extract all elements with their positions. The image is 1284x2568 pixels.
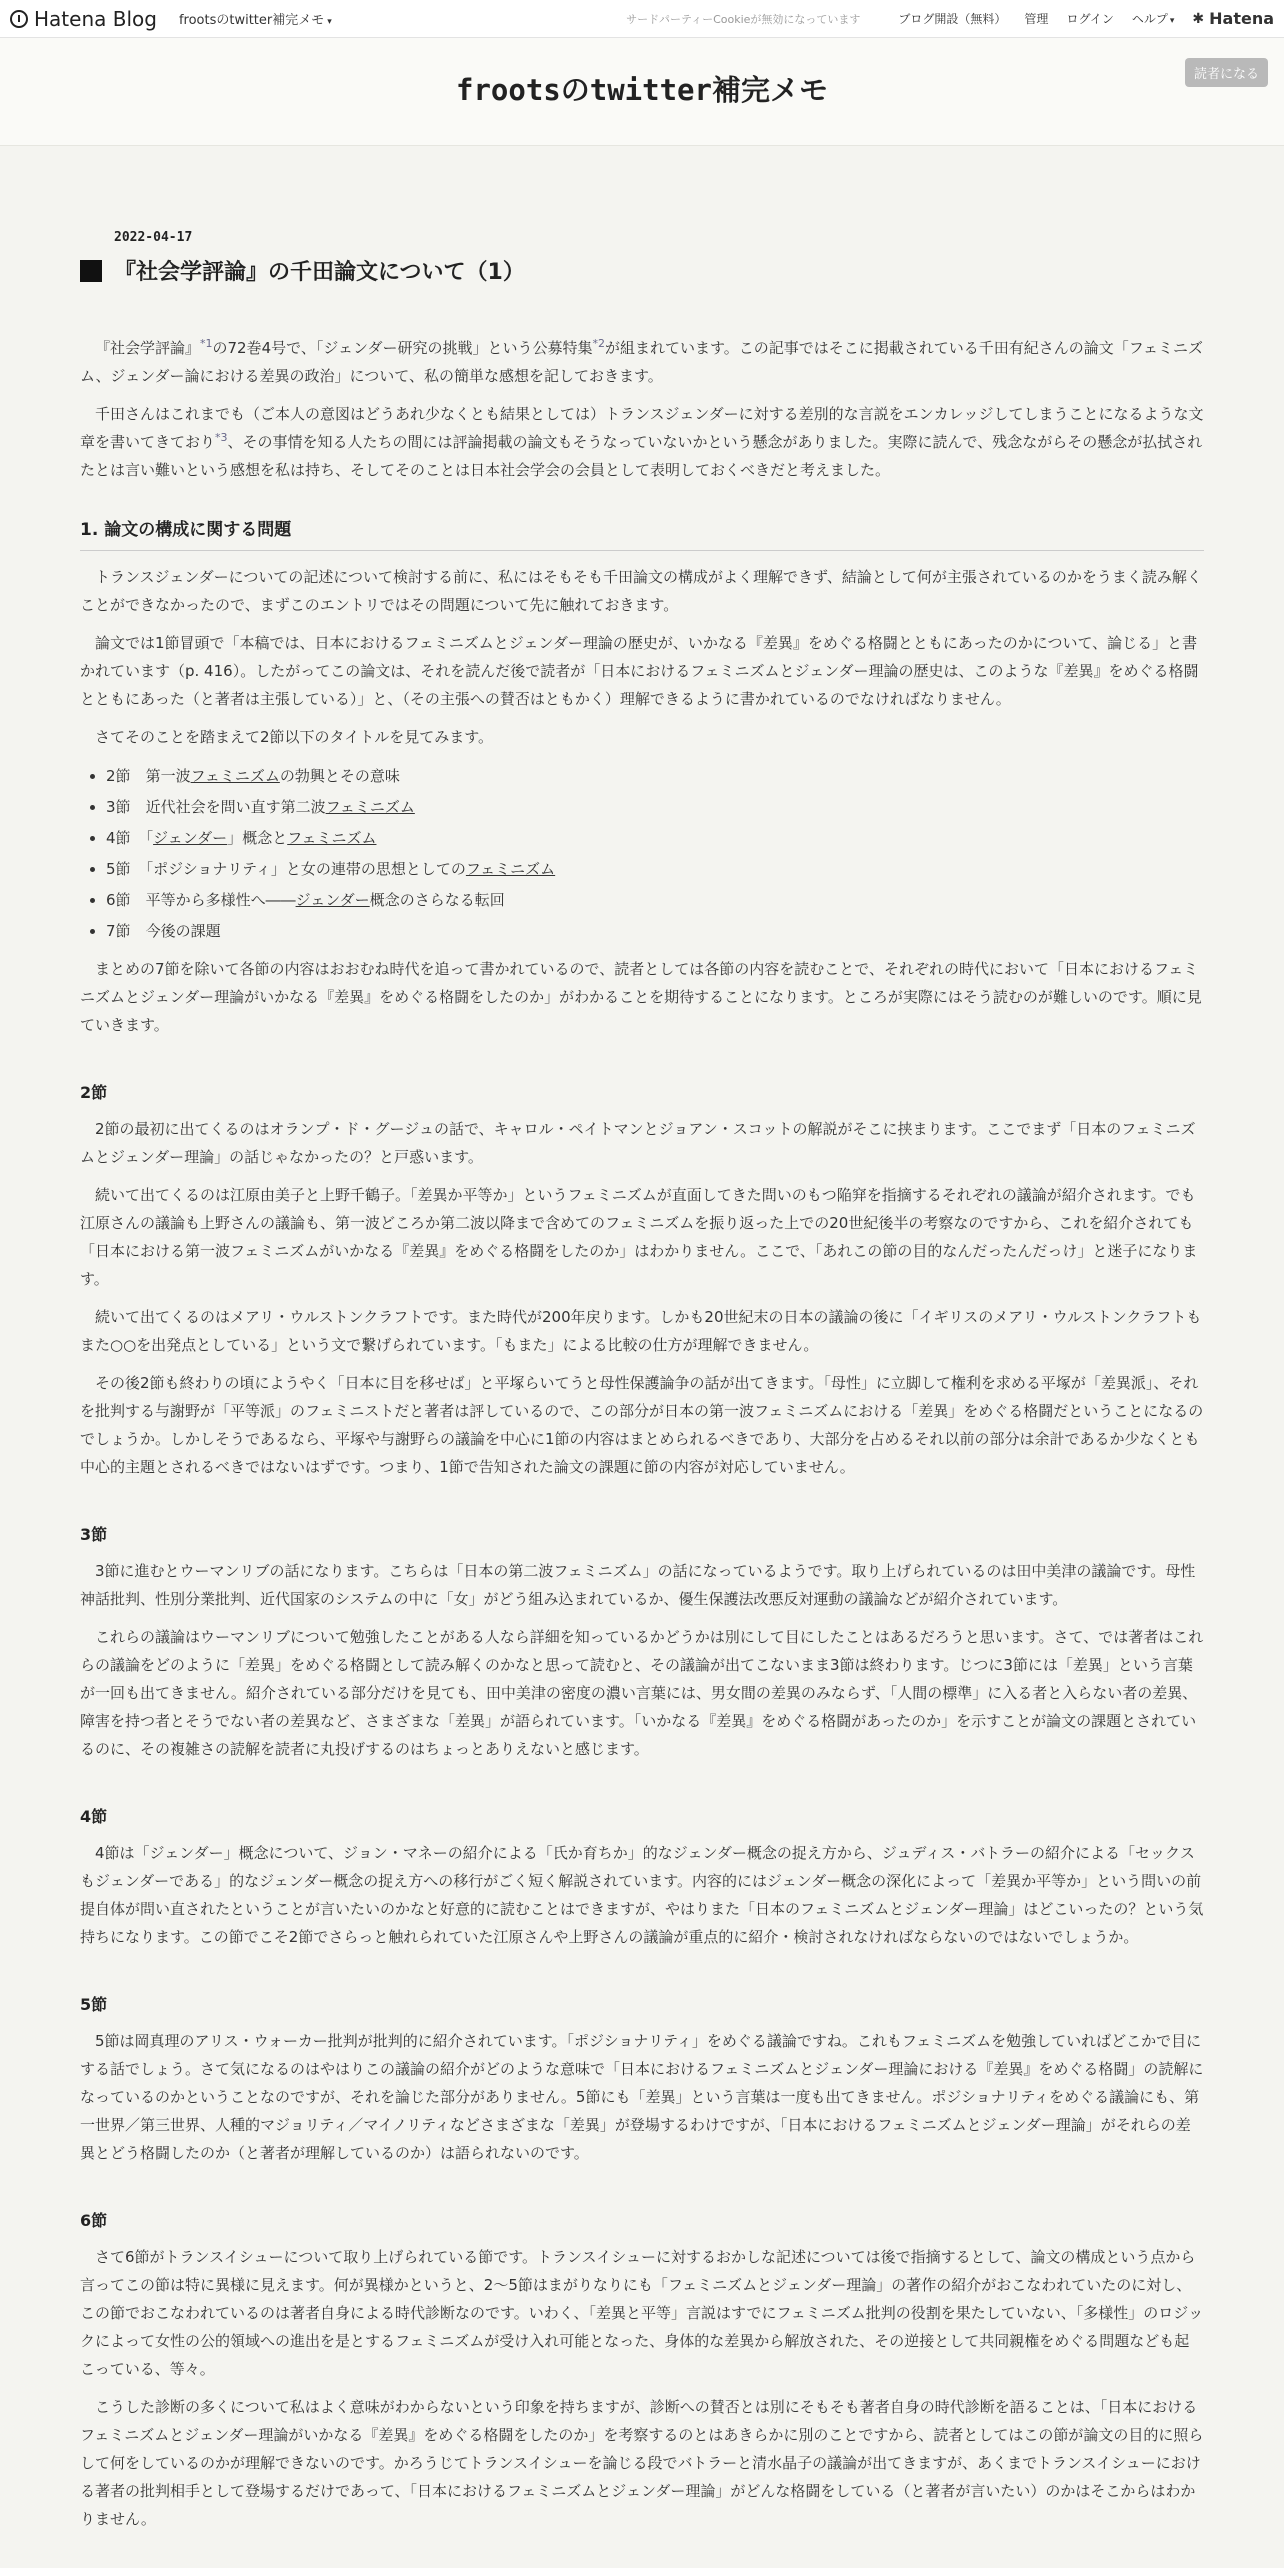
paragraph <box>80 334 1204 390</box>
paragraph: さてそのことを踏まえて2節以下のタイトルを見てみます。 <box>95 728 494 746</box>
hatena-logo-icon <box>10 10 28 28</box>
keyword-link[interactable]: フェミニズム <box>465 860 556 878</box>
text: 平等から多様性へ―― <box>145 891 296 909</box>
hatena-brand-link[interactable] <box>1192 9 1274 28</box>
subsection-heading: 3節 <box>80 1525 108 1544</box>
paragraph: その後2節も終わりの頃にようやく「日本に目を移せば」と平塚らいてうと母性保護論争の話が出てきます。「母性」に立脚して権利を求める平塚が「差異派」、それを批判する与謝野が「平等派」のフェミニストだと著者は評しているので、この部分が日本の第一波フェミニズムにおける「差異」をめぐる格闘だということになるのでしょうか。しかしそうであるなら、平塚や与謝野らの議論を中心に1節の内容はまとめられるべきであり、大部分を占めるそれ以前の部分は余計であるか少なくとも中心的主題とされるべきではないはずです。つまり、1節で告知された論文の課題に節の内容が対応していません。 <box>80 1374 1204 1476</box>
subscribe-button[interactable]: 読者になる <box>1185 58 1268 87</box>
paragraph: さて6節がトランスイシューについて取り上げられている節です。トランスイシューに対するおかしな記述については後で指摘するとして、論文の構成という点から言ってこの節は特に異様に見えます。何が異様かというと、2～5節はまがりなりにも「フェミニズムとジェンダー理論」の著作の紹介がおこなわれていたのに対し、この節でおこなわれているのは著者自身による時代診断なのです。いわく、「差異と平等」言説はすでにフェミニズム批判の役割を果たしていない、「多様性」のロジックによって女性の公的領域への進出を是とするフェミニズムが受け入れ可能となった、身体的な差異から解放された、その逆接として共同親権をめぐる問題なども起こっている、等々。 <box>80 2248 1204 2378</box>
list-item <box>106 792 1204 823</box>
paragraph: トランスジェンダーについての記述について検討する前に、私にはそもそも千田論文の構成がよく理解できず、結論として何が主張されているのかをうまく読み解くことができなかったので、まずこのエントリではその問題について先に触れておきます。 <box>80 568 1202 614</box>
subsection-heading: 5節 <box>80 1995 108 2014</box>
entry-title-text: 『社会学評論』の千田論文について（1） <box>114 260 525 285</box>
text: 今後の課題 <box>145 922 221 940</box>
footnote-link[interactable]: *3 <box>215 431 228 444</box>
hatena-blog-logo[interactable] <box>10 7 157 31</box>
paragraph: こうした診断の多くについて私はよく意味がわからないという印象を持ちますが、診断への賛否とは別にそもそも著者自身の時代診断を語ることは、「日本におけるフェミニズムとジェンダー理論がいかなる『差異』をめぐる格闘をしたのか」を考察するのとはあきらかに別のことですから、読者としてはこの節が論文の目的に照らして何をしているのかが理解できないのです。かろうじてトランスイシューを論じる段でバトラーと清水晶子の議論が出てきますが、あくまでトランスイシューにおける著者の批判相手として登場するだけであって、「日本におけるフェミニズムとジェンダー理論」がどんな格闘をしている（と著者が言いたい）のかはそこからはわかりません。 <box>80 2398 1204 2528</box>
keyword-link[interactable]: ジェンダー <box>295 891 370 909</box>
text: 第一波 <box>145 767 191 785</box>
square-bullet-icon <box>80 260 102 282</box>
text: の72巻4号で、「ジェンダー研究の挑戦」という公募特集 <box>212 339 593 357</box>
paragraph: 4節は「ジェンダー」概念について、ジョン・マネーの紹介による「氏か育ちか」的なジェンダー概念の捉え方から、ジュディス・バトラーの紹介による「セックスもジェンダーである」的なジェンダー概念の捉え方への移行がごく短く解説されています。内容的にはジェンダー概念の深化によって「差異か平等か」という問いの前提自体が問い直されたということが言いたいのかなと好意的に読むことはできますが、やはりまた「日本のフェミニズムとジェンダー理論」はどこいったの？という気持ちになります。この節でこそ2節でさらっと触れられていた江原さんや上野さんの議論が重点的に紹介・検討されなければならないのではないでしょうか。 <box>80 1844 1204 1946</box>
chevron-down-icon: ▾ <box>1169 16 1175 26</box>
text: 千田さんはこれまでも（ご本人の意図はどうあれ少なくとも結果としては）トランスジェンダーに対する差別的な言説をエンカレッジしてしまうことになるような文章を書いてきており <box>80 405 1204 451</box>
article <box>0 230 1284 2533</box>
blog-title[interactable]: frootsのtwitter補完メモ <box>456 73 828 107</box>
blog-menu-dropdown[interactable] <box>179 9 332 28</box>
logo-text: Hatena Blog <box>34 6 157 31</box>
text: 「 <box>145 829 154 847</box>
keyword-link[interactable]: フェミニズム <box>287 829 377 847</box>
help-menu[interactable] <box>1132 10 1175 27</box>
entry-body <box>80 334 1204 2533</box>
section-number: 5節 <box>106 860 131 878</box>
list-item <box>106 854 1204 885</box>
global-header <box>0 0 1284 38</box>
text: 」概念と <box>227 829 288 847</box>
manage-link[interactable]: 管理 <box>1024 12 1049 26</box>
list-item <box>106 916 1204 947</box>
cookie-notice: サードパーティーCookieが無効になっています <box>626 12 861 26</box>
section-number: 3節 <box>106 798 131 816</box>
list-item <box>106 761 1204 792</box>
text: の勃興とその意味 <box>279 767 400 785</box>
help-label: ヘルプ <box>1131 12 1168 26</box>
paragraph: まとめの7節を除いて各節の内容はおおむね時代を追って書かれているので、読者としては各節の内容を読むことで、それぞれの時代において「日本におけるフェミニズムとジェンダー理論がいかなる『差異』をめぐる格闘をしたのか」がわかることを期待することになります。ところが実際にはそう読むのが難しいのです。順に見ていきます。 <box>80 960 1202 1034</box>
text: 、その事情を知る人たちの間には評論掲載の論文もそうなっていないかという懸念がありました。実際に読んで、残念ながらその懸念が払拭されたとは言い難いという感想を私は持ち、そしてそのことは日本社会学会の会員として表明しておくべきだと考えました。 <box>80 433 1203 479</box>
paragraph: 続いて出てくるのはメアリ・ウルストンクラフトです。また時代が200年戻ります。しかも20世紀末の日本の議論の後に「イギリスのメアリ・ウルストンクラフトもまた○○を出発点としている」という文で繋げられています。「もまた」による比較の仕方が理解できません。 <box>80 1308 1202 1354</box>
section-list <box>80 761 1204 947</box>
paragraph: 続いて出てくるのは江原由美子と上野千鶴子。「差異か平等か」というフェミニズムが直面してきた問いのもつ陥穽を指摘するそれぞれの議論が紹介されます。でも江原さんの議論も上野さんの議論も、第一波どころか第二波以降まで含めてのフェミニズムを振り返った上での20世紀後半の考察なのですから、これを紹介されても「日本における第一波フェミニズムがいかなる『差異』をめぐる格闘をしたのか」はわかりません。ここで、「あれこの節の目的なんだったんだっけ」と迷子になります。 <box>80 1186 1198 1288</box>
paragraph <box>80 400 1204 484</box>
login-link[interactable]: ログイン <box>1066 12 1114 26</box>
section-number: 2節 <box>106 767 131 785</box>
chevron-down-icon: ▾ <box>327 17 332 27</box>
text: 概念のさらなる転回 <box>369 891 505 909</box>
footnote-link[interactable]: *1 <box>200 337 213 350</box>
entry-title[interactable] <box>80 255 1204 286</box>
paragraph: これらの議論はウーマンリブについて勉強したことがある人なら詳細を知っているかどうかは別にして目にしたことはあるだろうと思います。さて、では著者はこれらの議論をどのように「差異」をめぐる格闘として読み解くのかなと思って読むと、その議論が出てこないまま3節は終わります。じつに3節には「差異」という言葉が一回も出てきません。紹介されている部分だけを見ても、田中美津の密度の濃い言葉には、男女間の差異のみならず、「人間の標準」に入る者と入らない者の差異、障害を持つ者とそうでない者の差異など、さまざまな「差異」が語られています。「いかなる『差異』をめぐる格闘があったのか」を示すことが論文の課題とされているのに、その複雑さの読解を読者に丸投げするのはちょっとありえないと感じます。 <box>80 1628 1204 1758</box>
list-item <box>106 885 1204 916</box>
text: 近代社会を問い直す第二波 <box>145 798 326 816</box>
section-number: 7節 <box>106 922 131 940</box>
footnote-link[interactable]: *2 <box>592 337 605 350</box>
paragraph: 2節の最初に出てくるのはオランプ・ド・グージュの話で、キャロル・ペイトマンとジョアン・スコットの解説がそこに挟まります。ここでまず「日本のフェミニズムとジェンダー理論」の話じゃなかったの？と戸惑います。 <box>80 1120 1196 1166</box>
text: 「ポジショナリティ」と女の連帯の思想としての <box>145 860 466 878</box>
entry-date[interactable]: 2022-04-17 <box>114 230 193 245</box>
keyword-link[interactable]: フェミニズム <box>325 798 415 816</box>
text: が組まれています。この記事ではそこに掲載されている千田有紀さんの論文「フェミニズム、ジェンダー論における差異の政治」について、私の簡単な感想を記しておきます。 <box>80 339 1204 385</box>
text: 『社会学評論』 <box>95 339 201 357</box>
subsection-heading: 6節 <box>80 2211 108 2230</box>
keyword-link[interactable]: フェミニズム <box>190 767 280 785</box>
list-item <box>106 823 1204 854</box>
subsection-heading: 2節 <box>80 1083 108 1102</box>
hatena-star-icon: ✱ <box>1192 10 1205 27</box>
paragraph: 論文では1節冒頭で「本稿では、日本におけるフェミニズムとジェンダー理論の歴史が、いかなる『差異』をめぐる格闘とともにあったのかについて、論じる」と書かれています（p. 416）。したがってこの論文は、それを読んだ後で読者が「日本におけるフェミニズムとジェンダー理論の歴史は、このような『差異』をめぐる格闘とともにあった（と著者は主張している）」と、（その主張への賛否はともかく）理解できるように書かれているのでなければなりません。 <box>80 634 1199 708</box>
blog-header <box>0 38 1284 146</box>
paragraph: 3節に進むとウーマンリブの話になります。こちらは「日本の第二波フェミニズム」の話になっているようです。取り上げられているのは田中美津の議論です。母性神話批判、性別分業批判、近代国家のシステムの中に「女」がどう組み込まれているか、優生保護法改悪反対運動の議論などが紹介されています。 <box>80 1562 1196 1608</box>
section-heading: 1. 論文の構成に関する問題 <box>80 516 1204 551</box>
hatena-brand-label: Hatena <box>1209 9 1274 28</box>
subsection-heading: 4節 <box>80 1807 108 1826</box>
paragraph: 5節は岡真理のアリス・ウォーカー批判が批判的に紹介されています。「ポジショナリティ」をめぐる議論ですね。これもフェミニズムを勉強していればどこかで目にする話でしょう。さて気になるのはやはりこの議論の紹介がどのような意味で「日本におけるフェミニズムとジェンダー理論における『差異』をめぐる格闘」の読解になっているのかということなのですが、それを論じた部分がありません。5節にも「差異」という言葉は一度も出てきません。ポジショナリティをめぐる議論にも、第一世界／第三世界、人種的マジョリティ／マイノリティなどさまざまな「差異」が登場するわけですが、「日本におけるフェミニズムとジェンダー理論」がそれらの差異とどう格闘したのか（と著者が理解しているのか）は語られないのです。 <box>80 2032 1204 2162</box>
section-number: 4節 <box>106 829 131 847</box>
section-number: 6節 <box>106 891 131 909</box>
keyword-link[interactable]: ジェンダー <box>153 829 228 847</box>
open-blog-link[interactable]: ブログ開設（無料） <box>898 12 1007 26</box>
blog-menu-label: frootsのtwitter補完メモ <box>178 13 325 28</box>
